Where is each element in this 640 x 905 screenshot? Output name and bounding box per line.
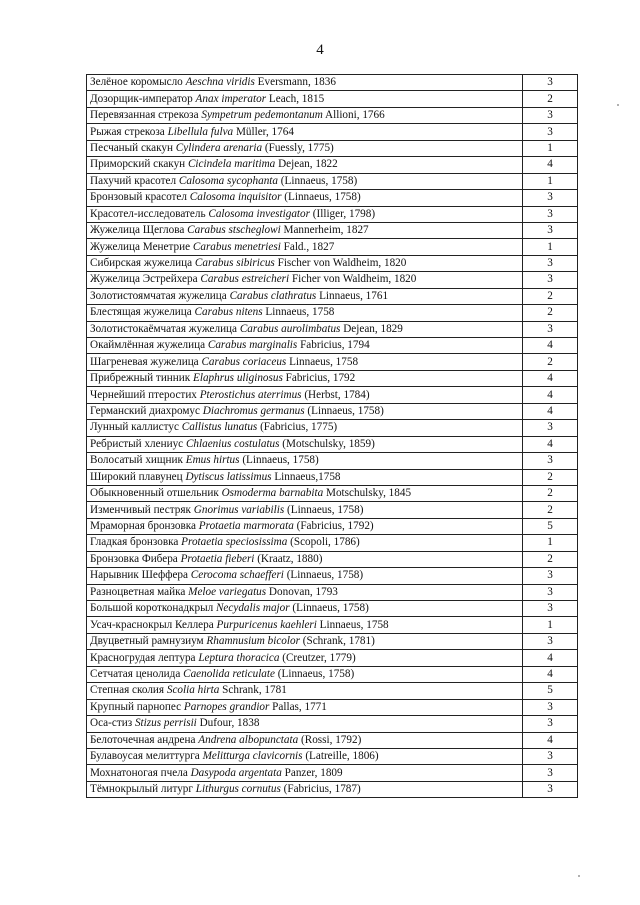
author-citation: Ficher von Waldheim, 1820	[291, 273, 417, 286]
species-name-cell	[87, 255, 523, 271]
russian-name: Булавоусая мелиттурга	[90, 750, 200, 763]
russian-name: Обыкновенный отшельник	[90, 487, 219, 500]
table-row	[87, 535, 578, 551]
species-name-cell	[87, 75, 523, 91]
category-cell: 3	[523, 765, 578, 781]
latin-name: Carabus clathratus	[229, 289, 317, 302]
author-citation: (Linnaeus, 1758)	[307, 404, 384, 417]
category-cell: 4	[523, 370, 578, 386]
author-citation: Fald., 1827	[283, 240, 335, 253]
author-citation: (Creutzer, 1779)	[282, 651, 356, 664]
author-citation: Linnaeus, 1761	[319, 289, 389, 302]
russian-name: Шагреневая жужелица	[90, 355, 199, 368]
species-name-cell	[87, 206, 523, 222]
russian-name: Пахучий красотел	[90, 174, 177, 187]
table-row	[87, 403, 578, 419]
table-row	[87, 633, 578, 649]
russian-name: Красногрудая лептура	[90, 651, 196, 664]
species-name-cell	[87, 535, 523, 551]
author-citation: Linnaeus, 1758	[289, 355, 359, 368]
species-name-cell	[87, 370, 523, 386]
russian-name: Ребристый хлениус	[90, 437, 184, 450]
category-cell: 4	[523, 436, 578, 452]
category-cell: 2	[523, 502, 578, 518]
russian-name: Усач-краснокрыл Келлера	[90, 618, 214, 631]
latin-name: Necydalis major	[215, 602, 290, 615]
russian-name: Дозорщик-император	[90, 92, 193, 105]
latin-name: Leptura thoracica	[198, 651, 280, 664]
russian-name: Песчаный скакун	[90, 141, 173, 154]
table-row	[87, 716, 578, 732]
latin-name: Protaetia marmorata	[198, 520, 294, 533]
table-row	[87, 338, 578, 354]
author-citation: (Herbst, 1784)	[304, 388, 370, 401]
category-cell: 4	[523, 157, 578, 173]
category-cell: 5	[523, 683, 578, 699]
author-citation: Pallas, 1771	[272, 700, 327, 713]
latin-name: Carabus nitens	[194, 306, 263, 319]
category-cell: 3	[523, 222, 578, 238]
table-row	[87, 683, 578, 699]
category-cell: 1	[523, 173, 578, 189]
category-cell: 3	[523, 255, 578, 271]
category-cell: 3	[523, 75, 578, 91]
species-name-cell	[87, 272, 523, 288]
russian-name: Крупный парнопес	[90, 700, 182, 713]
species-name-cell	[87, 732, 523, 748]
species-name-cell	[87, 781, 523, 797]
latin-name: Dytiscus latissimus	[185, 470, 272, 483]
author-citation: (Fabricius, 1792)	[296, 520, 374, 533]
category-cell: 3	[523, 206, 578, 222]
table-row	[87, 518, 578, 534]
table-row	[87, 173, 578, 189]
latin-name: Meloe variegatus	[188, 585, 267, 598]
category-cell: 3	[523, 272, 578, 288]
author-citation: Fabricius, 1794	[300, 339, 370, 352]
category-cell: 3	[523, 716, 578, 732]
category-cell: 5	[523, 518, 578, 534]
table-row	[87, 601, 578, 617]
table-row	[87, 502, 578, 518]
russian-name: Германский диахромус	[90, 404, 200, 417]
species-table	[86, 74, 578, 798]
category-cell: 1	[523, 239, 578, 255]
species-name-cell	[87, 239, 523, 255]
category-cell: 1	[523, 535, 578, 551]
author-citation: (Linnaeus, 1758)	[292, 602, 369, 615]
latin-name: Stizus perrisii	[134, 717, 197, 730]
russian-name: Жужелица Менетрие	[90, 240, 191, 253]
latin-name: Gnorimus variabilis	[193, 503, 285, 516]
latin-name: Carabus sibiricus	[194, 257, 275, 270]
species-name-cell	[87, 403, 523, 419]
russian-name: Приморский скакун	[90, 158, 186, 171]
category-cell: 3	[523, 453, 578, 469]
author-citation: (Linnaeus, 1758)	[287, 503, 364, 516]
author-citation: Dufour, 1838	[199, 717, 260, 730]
species-name-cell	[87, 551, 523, 567]
russian-name: Большой коротконадкрыл	[90, 602, 214, 615]
species-name-cell	[87, 584, 523, 600]
latin-name: Calosoma investigator	[208, 207, 310, 220]
latin-name: Lithurgus cornutus	[195, 783, 281, 796]
russian-name: Прибрежный тинник	[90, 372, 191, 385]
category-cell: 2	[523, 305, 578, 321]
species-name-cell	[87, 601, 523, 617]
species-name-cell	[87, 568, 523, 584]
russian-name: Жужелица Эстрейхера	[90, 273, 198, 286]
latin-name: Anax imperator	[195, 92, 267, 105]
author-citation: (Linnaeus, 1758)	[284, 191, 361, 204]
table-row	[87, 584, 578, 600]
author-citation: Motschulsky, 1845	[326, 487, 412, 500]
author-citation: Eversmann, 1836	[257, 76, 336, 89]
russian-name: Тёмнокрылый литург	[90, 783, 193, 796]
species-name-cell	[87, 190, 523, 206]
russian-name: Разноцветная майка	[90, 585, 186, 598]
latin-name: Parnopes grandior	[183, 700, 270, 713]
author-citation: Dejean, 1829	[343, 322, 403, 335]
author-citation: Fabricius, 1792	[285, 372, 356, 385]
russian-name: Блестящая жужелица	[90, 306, 192, 319]
table-row	[87, 436, 578, 452]
category-cell: 1	[523, 617, 578, 633]
scan-speck	[578, 875, 580, 877]
russian-name: Белоточечная андрена	[90, 733, 196, 746]
latin-name: Melitturga clavicornis	[202, 750, 303, 763]
table-row	[87, 387, 578, 403]
table-row	[87, 239, 578, 255]
latin-name: Purpuricenus kaehleri	[216, 618, 317, 631]
scan-speck	[617, 104, 619, 106]
table-row	[87, 485, 578, 501]
category-cell: 3	[523, 633, 578, 649]
table-row	[87, 124, 578, 140]
species-name-cell	[87, 338, 523, 354]
latin-name: Carabus coriaceus	[201, 355, 287, 368]
author-citation: (Illiger, 1798)	[312, 207, 376, 220]
table-row	[87, 617, 578, 633]
russian-name: Изменчивый пестряк	[90, 503, 191, 516]
russian-name: Зелёное коромысло	[90, 76, 183, 89]
species-name-cell	[87, 485, 523, 501]
russian-name: Широкий плавунец	[90, 470, 183, 483]
author-citation: (Fabricius, 1787)	[283, 783, 361, 796]
table-row	[87, 91, 578, 107]
category-cell: 3	[523, 699, 578, 715]
author-citation: (Motschulsky, 1859)	[282, 437, 375, 450]
category-cell: 3	[523, 781, 578, 797]
table-row	[87, 354, 578, 370]
table-row	[87, 140, 578, 156]
category-cell: 4	[523, 650, 578, 666]
species-name-cell	[87, 354, 523, 370]
species-name-cell	[87, 765, 523, 781]
category-cell: 2	[523, 354, 578, 370]
author-citation: (Rossi, 1792)	[301, 733, 362, 746]
table-row	[87, 75, 578, 91]
species-name-cell	[87, 288, 523, 304]
author-citation: (Fuessly, 1775)	[264, 141, 334, 154]
category-cell: 4	[523, 403, 578, 419]
table-row	[87, 765, 578, 781]
latin-name: Protaetia fieberi	[180, 552, 255, 565]
species-name-cell	[87, 305, 523, 321]
table-row	[87, 732, 578, 748]
russian-name: Перевязанная стрекоза	[90, 109, 199, 122]
species-name-cell	[87, 321, 523, 337]
table-row	[87, 650, 578, 666]
author-citation: Schrank, 1781	[222, 684, 287, 697]
category-cell: 1	[523, 140, 578, 156]
latin-name: Carabus marginalis	[207, 339, 298, 352]
russian-name: Сетчатая ценолида	[90, 667, 181, 680]
author-citation: Linnaeus,1758	[274, 470, 341, 483]
author-citation: Fischer von Waldheim, 1820	[277, 257, 407, 270]
latin-name: Callistus lunatus	[181, 421, 258, 434]
russian-name: Сибирская жужелица	[90, 257, 193, 270]
russian-name: Жужелица Щеглова	[90, 224, 185, 237]
latin-name: Calosoma sycophanta	[178, 174, 278, 187]
latin-name: Rhamnusium bicolor	[206, 635, 300, 648]
species-name-cell	[87, 222, 523, 238]
author-citation: Leach, 1815	[268, 92, 325, 105]
author-citation: Donovan, 1793	[268, 585, 338, 598]
latin-name: Aeschna viridis	[185, 76, 255, 89]
author-citation: (Latreille, 1806)	[305, 750, 379, 763]
author-citation: Dejean, 1822	[278, 158, 338, 171]
author-citation: (Linnaeus, 1758)	[280, 174, 358, 187]
latin-name: Elaphrus uliginosus	[193, 372, 283, 385]
author-citation: (Linnaeus, 1758)	[277, 667, 355, 680]
author-citation: (Kraatz, 1880)	[257, 552, 323, 565]
species-name-cell	[87, 436, 523, 452]
category-cell: 3	[523, 420, 578, 436]
russian-name: Окаймлённая жужелица	[90, 339, 206, 352]
table-row	[87, 699, 578, 715]
russian-name: Золотистокаёмчатая жужелица	[90, 322, 238, 335]
latin-name: Carabus stscheglowi	[187, 224, 281, 237]
russian-name: Двуцветный рамнузиум	[90, 635, 204, 648]
latin-name: Diachromus germanus	[202, 404, 305, 417]
russian-name: Мраморная бронзовка	[90, 520, 196, 533]
category-cell: 3	[523, 190, 578, 206]
category-cell: 3	[523, 584, 578, 600]
russian-name: Волосатый хищник	[90, 454, 183, 467]
latin-name: Pterostichus aterrimus	[199, 388, 302, 401]
author-citation: Panzer, 1809	[284, 766, 343, 779]
latin-name: Protaetia speciosissima	[181, 536, 288, 549]
latin-name: Emus hirtus	[185, 454, 240, 467]
species-name-cell	[87, 124, 523, 140]
species-name-cell	[87, 617, 523, 633]
species-name-cell	[87, 173, 523, 189]
table-row	[87, 206, 578, 222]
category-cell: 3	[523, 321, 578, 337]
russian-name: Рыжая стрекоза	[90, 125, 165, 138]
table-row	[87, 321, 578, 337]
russian-name: Бронзовый красотел	[90, 191, 187, 204]
species-name-cell	[87, 683, 523, 699]
russian-name: Красотел-исследователь	[90, 207, 206, 220]
species-table-body	[87, 75, 578, 798]
russian-name: Степная сколия	[90, 684, 165, 697]
latin-name: Sympetrum pedemontanum	[201, 109, 323, 122]
table-row	[87, 107, 578, 123]
table-row	[87, 453, 578, 469]
species-name-cell	[87, 666, 523, 682]
category-cell: 2	[523, 469, 578, 485]
species-name-cell	[87, 387, 523, 403]
russian-name: Бронзовка Фибера	[90, 552, 178, 565]
species-name-cell	[87, 518, 523, 534]
species-name-cell	[87, 453, 523, 469]
category-cell: 3	[523, 124, 578, 140]
russian-name: Мохнатоногая пчела	[90, 766, 188, 779]
species-name-cell	[87, 633, 523, 649]
latin-name: Scolia hirta	[166, 684, 220, 697]
table-row	[87, 255, 578, 271]
author-citation: (Linnaeus, 1758)	[242, 454, 319, 467]
table-row	[87, 370, 578, 386]
species-name-cell	[87, 91, 523, 107]
table-row	[87, 748, 578, 764]
latin-name: Osmoderma barnabita	[221, 487, 324, 500]
table-row	[87, 469, 578, 485]
category-cell: 3	[523, 568, 578, 584]
latin-name: Dasypoda argentata	[190, 766, 282, 779]
latin-name: Libellula fulva	[167, 125, 234, 138]
table-row	[87, 272, 578, 288]
category-cell: 4	[523, 732, 578, 748]
latin-name: Cerocoma schaefferi	[190, 569, 284, 582]
category-cell: 2	[523, 91, 578, 107]
table-row	[87, 666, 578, 682]
species-name-cell	[87, 140, 523, 156]
species-name-cell	[87, 748, 523, 764]
author-citation: Mannerheim, 1827	[283, 224, 369, 237]
species-name-cell	[87, 699, 523, 715]
table-row	[87, 190, 578, 206]
category-cell: 2	[523, 288, 578, 304]
latin-name: Cylindera arenaria	[175, 141, 263, 154]
russian-name: Гладкая бронзовка	[90, 536, 179, 549]
category-cell: 3	[523, 601, 578, 617]
species-name-cell	[87, 420, 523, 436]
russian-name: Чернейший птеростих	[90, 388, 197, 401]
russian-name: Золотистоямчатая жужелица	[90, 289, 227, 302]
russian-name: Лунный каллистус	[90, 421, 179, 434]
category-cell: 4	[523, 387, 578, 403]
latin-name: Calosoma inquisitor	[189, 191, 282, 204]
table-row	[87, 305, 578, 321]
category-cell: 4	[523, 338, 578, 354]
author-citation: Allioni, 1766	[325, 109, 385, 122]
russian-name: Оса-стиз	[90, 717, 133, 730]
species-name-cell	[87, 502, 523, 518]
latin-name: Carabus menetriesi	[192, 240, 281, 253]
author-citation: (Linnaeus, 1758)	[286, 569, 364, 582]
species-name-cell	[87, 157, 523, 173]
latin-name: Chlaenius costulatus	[185, 437, 280, 450]
table-row	[87, 568, 578, 584]
author-citation: Müller, 1764	[235, 125, 294, 138]
species-name-cell	[87, 107, 523, 123]
latin-name: Carabus estreicheri	[200, 273, 290, 286]
table-row	[87, 222, 578, 238]
latin-name: Carabus aurolimbatus	[239, 322, 341, 335]
table-row	[87, 157, 578, 173]
author-citation: Linnaeus, 1758	[319, 618, 389, 631]
author-citation: (Scopoli, 1786)	[290, 536, 360, 549]
category-cell: 4	[523, 666, 578, 682]
category-cell: 2	[523, 551, 578, 567]
author-citation: Linnaeus, 1758	[265, 306, 335, 319]
species-name-cell	[87, 650, 523, 666]
table-row	[87, 420, 578, 436]
page-number: 4	[316, 42, 324, 58]
author-citation: (Schrank, 1781)	[302, 635, 375, 648]
russian-name: Нарывник Шеффера	[90, 569, 188, 582]
latin-name: Caenolida reticulate	[183, 667, 275, 680]
category-cell: 3	[523, 748, 578, 764]
latin-name: Cicindela maritima	[187, 158, 276, 171]
species-name-cell	[87, 469, 523, 485]
table-row	[87, 551, 578, 567]
author-citation: (Fabricius, 1775)	[260, 421, 338, 434]
table-row	[87, 781, 578, 797]
table-row	[87, 288, 578, 304]
latin-name: Andrena albopunctata	[198, 733, 299, 746]
category-cell: 2	[523, 485, 578, 501]
category-cell: 3	[523, 107, 578, 123]
species-name-cell	[87, 716, 523, 732]
